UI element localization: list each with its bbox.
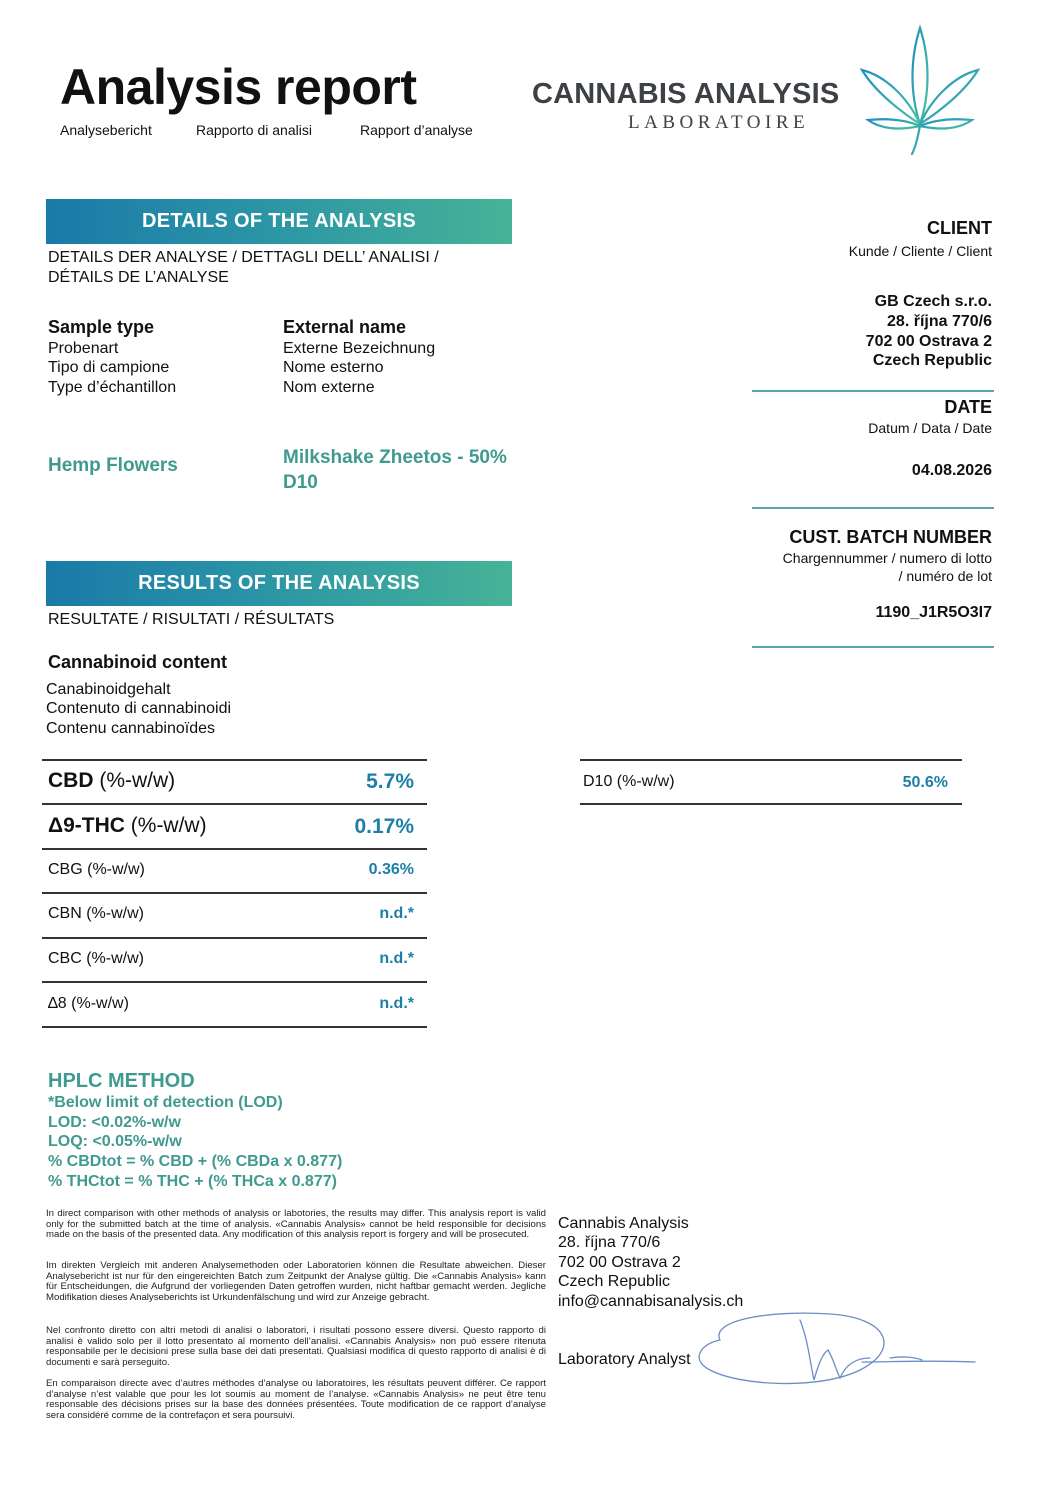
client-city: 702 00 Ostrava 2: [865, 333, 992, 350]
cbd-unit: (%-w/w): [93, 769, 176, 792]
sample-type-it: Tipo di campione: [48, 359, 170, 376]
table-row-cbn-value: n.d.*: [379, 905, 414, 922]
thc-unit: (%-w/w): [124, 814, 207, 837]
date-label: DATE: [944, 397, 992, 417]
table-row-cbg-value: 0.36%: [368, 861, 414, 878]
d10-label: D10 (%-w/w): [583, 773, 675, 790]
sample-type-fr: Type d’échantillon: [48, 379, 177, 396]
disclaimer-fr: En comparaison directe avec d’autres méthodes d’analyse ou laboratoires, les résultats peuvent différer. Ce rapport d’analyse n’est valable que pour les lot soumis au moment de l’analyse. «Cannabis Analysis» ne peut être tenu responsable des décisions prises sur la base des données présentées. Toute modification de ce rapport d’analyse sera considéré comme de la contrefaçon et sera poursuivi.: [46, 1378, 546, 1421]
table-row-cbd-label: [48, 769, 175, 793]
disclaimer-de: Im direkten Vergleich mit anderen Analysemethoden oder Laboratorien können die Resultate abweichen. Dieser Analysebericht ist nur für den eingereichten Batch zum Zeitpunkt der Analyse gültig. Die «Cannabis Analysis» kann für Entscheidungen, die Aufgrund der vorliegenden Daten getroffen wurden, nicht haftbar gemacht werden. Jegliche Modifikation dieses Analyseberichts ist Urkundenfälschung und wird zur Anzeige gebracht.: [46, 1260, 546, 1303]
date-subtitle: Datum / Data / Date: [868, 420, 992, 436]
table-divider: [42, 937, 427, 939]
external-name-label: External name: [283, 317, 407, 337]
details-subtitle-line1: DETAILS DER ANALYSE / DETTAGLI DELL’ ANALISI /: [48, 249, 439, 266]
batch-subtitle-line2: / numéro de lot: [898, 568, 992, 584]
signature-image: [690, 1300, 990, 1400]
cannabis-leaf-icon: [858, 24, 983, 156]
logo-text-sub: LABORATOIRE: [628, 112, 810, 133]
lab-email: info@cannabisanalysis.ch: [558, 1293, 744, 1310]
batch-label: CUST. BATCH NUMBER: [789, 527, 992, 547]
table-row-thc-value: 0.17%: [354, 815, 414, 838]
sample-type-de: Probenart: [48, 340, 119, 357]
subtitle-fr: Rapport d’analyse: [360, 122, 473, 138]
lab-name: Cannabis Analysis: [558, 1215, 689, 1232]
table-row-thc-label: [48, 814, 207, 838]
external-name-it: Nome esterno: [283, 359, 384, 376]
table-row-cbd-value: 5.7%: [366, 770, 414, 793]
cannabinoid-content-label: Cannabinoid content: [48, 652, 227, 672]
method-line: *Below limit of detection (LOD): [48, 1094, 283, 1111]
client-name: GB Czech s.r.o.: [874, 293, 992, 310]
table-divider: [42, 1026, 427, 1028]
batch-value: 1190_J1R5O3I7: [875, 604, 992, 621]
date-value: 04.08.2026: [911, 462, 992, 479]
table-divider: [42, 759, 427, 761]
table-row-cbc-value: n.d.*: [379, 950, 414, 967]
method-title: HPLC METHOD: [48, 1070, 195, 1092]
subtitle-it: Rapporto di analisi: [196, 122, 312, 138]
page-title: Analysis report: [60, 59, 417, 115]
table-row-cbc-label: CBC (%-w/w): [48, 950, 144, 967]
logo-text-main: CANNABIS ANALYSIS: [532, 78, 840, 110]
details-banner: DETAILS OF THE ANALYSIS: [46, 199, 512, 244]
table-divider: [42, 981, 427, 983]
cannabinoid-content-it: Contenuto di cannabinoidi: [46, 700, 232, 717]
table-row-d8-label: ∆8 (%-w/w): [48, 995, 129, 1012]
details-subtitle-line2: DÉTAILS DE L’ANALYSE: [48, 269, 229, 286]
method-line: LOD: <0.02%-w/w: [48, 1114, 181, 1131]
results-banner: RESULTS OF THE ANALYSIS: [46, 561, 512, 606]
lab-country: Czech Republic: [558, 1273, 671, 1290]
cannabinoid-content-de: Canabinoidgehalt: [46, 681, 171, 698]
batch-subtitle-line1: Chargennummer / numero di lotto: [782, 550, 992, 566]
table-divider: [42, 803, 427, 805]
cbd-name: CBD: [48, 769, 94, 792]
table-row-cbn-label: CBN (%-w/w): [48, 905, 144, 922]
external-name-value-line2: D10: [283, 472, 318, 493]
lab-city: 702 00 Ostrava 2: [558, 1254, 681, 1271]
external-name-de: Externe Bezeichnung: [283, 340, 436, 357]
external-name-value-line1: Milkshake Zheetos - 50%: [283, 447, 507, 468]
external-name-fr: Nom externe: [283, 379, 375, 396]
method-line: LOQ: <0.05%-w/w: [48, 1133, 182, 1150]
lab-analyst-label: Laboratory Analyst: [558, 1351, 691, 1368]
table-row-cbg-label: CBG (%-w/w): [48, 861, 145, 878]
table-divider: [580, 759, 962, 761]
disclaimer-en: In direct comparison with other methods of analysis or labotories, the results may differ. This analysis report is valid only for the submitted batch at the time of analysis. «Cannabis Analysis» cannot be held responsible for decisions made on the basis of the presented data. Any modification of this analysis report is forgery and will be prosecuted.: [46, 1208, 546, 1240]
client-country: Czech Republic: [872, 352, 992, 369]
lab-street: 28. října 770/6: [558, 1234, 661, 1251]
thc-name: Δ9-THC: [48, 814, 125, 837]
client-street: 28. října 770/6: [887, 313, 992, 330]
d10-value: 50.6%: [902, 774, 948, 791]
method-line: % THCtot = % THC + (% THCa x 0.877): [48, 1173, 337, 1190]
table-divider: [42, 848, 427, 850]
sample-type-label: Sample type: [48, 317, 155, 337]
cannabinoid-content-fr: Contenu cannabinoïdes: [46, 720, 216, 737]
disclaimer-it: Nel confronto diretto con altri metodi di analisi o laboratori, i risultati possono essere diversi. Questo rapporto di analisi è valido solo per il lotto presentato al momento dell’analisi. «Cannabis Analysis» non può essere ritenuta responsabile per le decisioni prese sulla base dei dati presentati. Qualsiasi modifica di questo rapporto di analisi è di documenti e sarà perseguito.: [46, 1325, 546, 1368]
results-subtitle: RESULTATE / RISULTATI / RÉSULTATS: [48, 611, 335, 628]
table-divider: [42, 892, 427, 894]
method-line: % CBDtot = % CBD + (% CBDa x 0.877): [48, 1153, 343, 1170]
client-subtitle: Kunde / Cliente / Client: [848, 243, 992, 259]
table-divider: [580, 803, 962, 805]
divider: [752, 507, 994, 509]
divider: [752, 646, 994, 648]
divider: [752, 390, 994, 392]
client-label: CLIENT: [927, 218, 992, 238]
subtitle-de: Analysebericht: [60, 122, 152, 138]
sample-type-value: Hemp Flowers: [48, 455, 178, 476]
table-row-d8-value: n.d.*: [379, 995, 414, 1012]
